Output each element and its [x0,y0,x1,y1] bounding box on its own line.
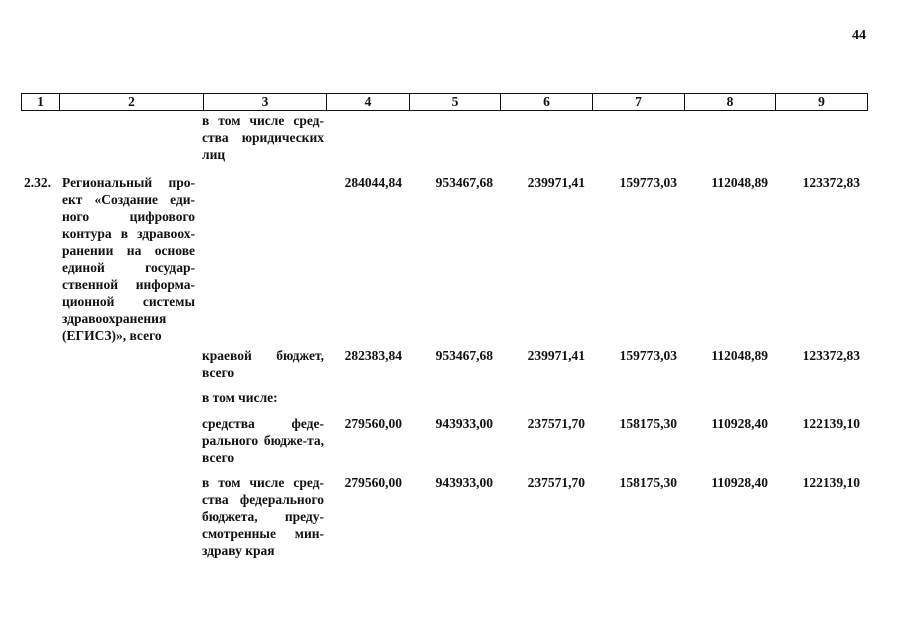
value-col-7: 159773,03 [619,175,677,190]
value-col-5: 953467,68 [435,175,493,190]
value-col-7: 159773,03 [619,348,677,363]
column-header-7: 7 [593,94,685,111]
value-col-9: 122139,10 [802,475,860,490]
column-header-5: 5 [410,94,501,111]
column-header-1: 1 [22,94,60,111]
value-col-4: 279560,00 [344,475,402,490]
column-header-3: 3 [204,94,327,111]
value-col-9: 122139,10 [802,416,860,431]
row-name: Региональный про-ект «Создание еди-ного цифрового контура в здравоох-ранении на основе единой государ-ственной информа-ционной системы здравоохранения (ЕГИСЗ)», всего [62,175,195,343]
value-col-6: 239971,41 [527,175,585,190]
value-col-5: 943933,00 [435,475,493,490]
row-description: средства феде-рального бюдже-та, всего [202,416,324,465]
value-col-8: 112048,89 [711,348,768,363]
row-number: 2.32. [24,175,51,190]
value-col-8: 112048,89 [711,175,768,190]
value-col-4: 284044,84 [344,175,402,190]
value-col-7: 158175,30 [619,416,677,431]
row-description: в том числе сред-ства федерального бюджета, преду-смотренные мин-здраву края [202,475,324,558]
page-number: 44 [852,28,866,43]
value-col-8: 110928,40 [711,416,768,431]
value-col-9: 123372,83 [802,175,860,190]
column-header-row [21,93,868,111]
column-header-9: 9 [776,94,868,111]
row-description: краевой бюджет, всего [202,348,324,380]
column-header-4: 4 [327,94,410,111]
value-col-5: 943933,00 [435,416,493,431]
value-col-9: 123372,83 [802,348,860,363]
value-col-4: 279560,00 [344,416,402,431]
value-col-7: 158175,30 [619,475,677,490]
value-col-4: 282383,84 [344,348,402,363]
row-description: в том числе сред-ства юридических лиц [202,113,324,162]
value-col-8: 110928,40 [711,475,768,490]
value-col-6: 237571,70 [527,416,585,431]
column-header-2: 2 [60,94,204,111]
column-header-6: 6 [501,94,593,111]
column-header-8: 8 [685,94,776,111]
value-col-6: 237571,70 [527,475,585,490]
value-col-5: 953467,68 [435,348,493,363]
row-description: в том числе: [202,390,278,405]
value-col-6: 239971,41 [527,348,585,363]
